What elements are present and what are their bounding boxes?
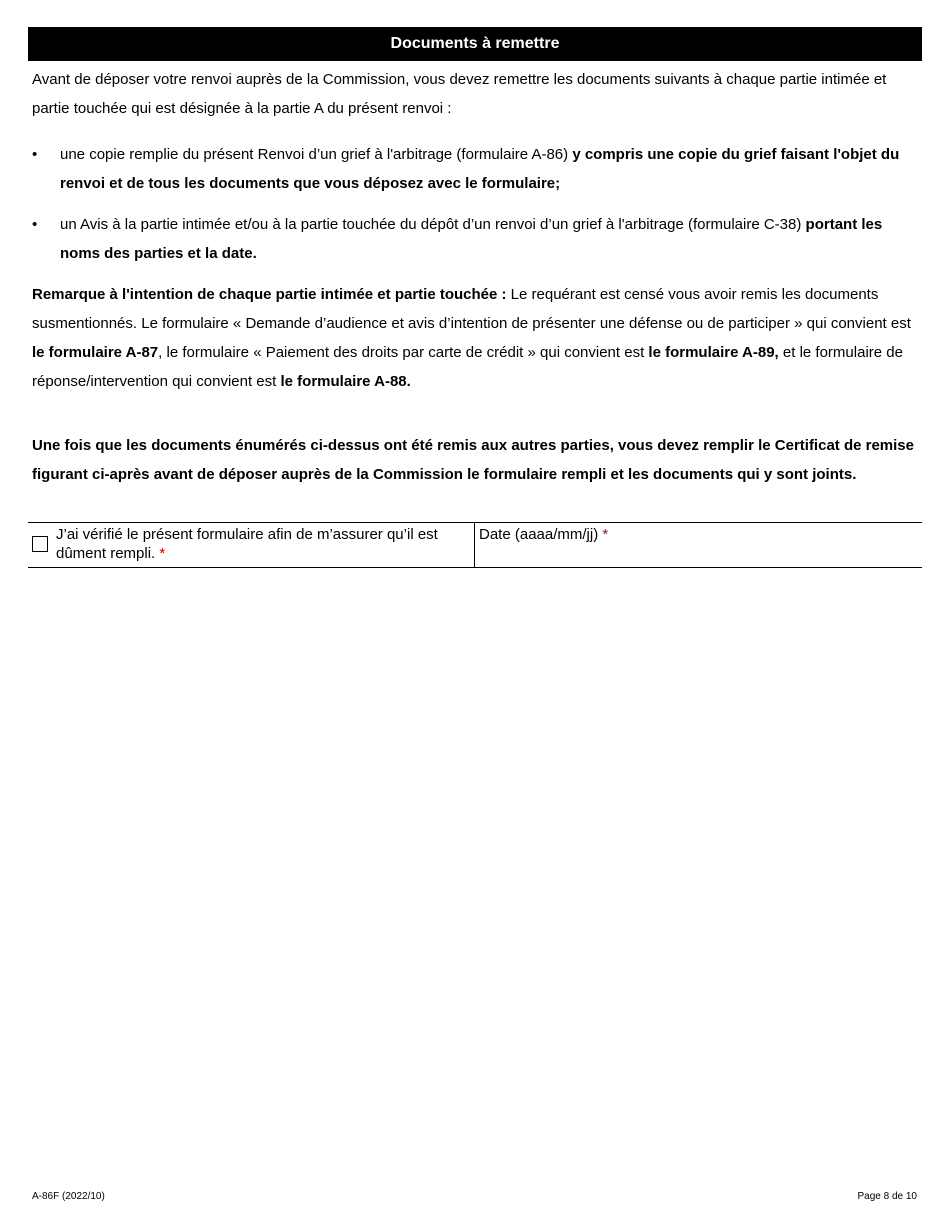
remark-form-a88: le formulaire A-88. <box>280 373 411 390</box>
bullet-marker: • <box>32 146 38 163</box>
verified-checkbox[interactable] <box>32 536 48 552</box>
final-instruction: Une fois que les documents énumérés ci-dessus ont été remis aux autres parties, vous devez remplir le Certificat de remise figurant ci-après avant de déposer auprès de la Commission le formulaire rempli et les documents qui y sont joints. <box>32 437 914 483</box>
list-item <box>28 210 922 268</box>
page <box>28 27 922 568</box>
bullet-text-bold: portant les noms des parties et la date. <box>60 216 883 262</box>
list-item <box>28 140 922 198</box>
bullet-text-normal: une copie remplie du présent Renvoi d’un grief à l'arbitrage (formulaire A-86) <box>60 146 573 163</box>
bullet-text <box>60 210 918 268</box>
section-header: Documents à remettre <box>28 27 922 61</box>
required-marker: * <box>159 545 166 562</box>
verification-row <box>28 522 922 568</box>
remark-text: et le formulaire de réponse/intervention qui convient est <box>32 344 903 390</box>
form-code: A-86F (2022/10) <box>32 1191 105 1202</box>
verification-cell <box>28 523 475 567</box>
date-input[interactable] <box>479 544 683 563</box>
verified-checkbox-label <box>56 525 474 563</box>
date-label: Date (aaaa/mm/jj) <box>479 526 599 543</box>
bullet-marker: • <box>32 216 38 233</box>
remark-text: Le requérant est censé vous avoir remis les documents susmentionnés. Le formulaire « Demande d’audience et avis d’intention de présenter une défense ou de participer » qui convient est <box>32 286 911 332</box>
date-cell[interactable] <box>475 523 922 567</box>
checkbox-label-text: J’ai vérifié le présent formulaire afin de m’assurer qu’il est dûment rempli. <box>56 526 438 562</box>
page-number: Page 8 de 10 <box>857 1191 917 1202</box>
remark-lead: Remarque à l'intention de chaque partie intimée et partie touchée : <box>32 286 507 303</box>
bullet-text <box>60 140 918 198</box>
remark-text: , le formulaire « Paiement des droits par carte de crédit » qui convient est <box>158 344 649 361</box>
bullet-text-normal: un Avis à la partie intimée et/ou à la partie touchée du dépôt d’un renvoi d’un grief à l'arbitrage (formulaire C-38) <box>60 216 806 233</box>
required-marker: * <box>602 526 609 543</box>
remark-form-a87: le formulaire A-87 <box>32 344 159 361</box>
remark-form-a89: le formulaire A-89, <box>648 344 779 361</box>
remark-paragraph <box>28 280 922 396</box>
bullet-text-bold: y compris une copie du grief faisant l'objet du renvoi et de tous les documents que vous déposez avec le formulaire; <box>60 146 900 192</box>
intro-paragraph: Avant de déposer votre renvoi auprès de la Commission, vous devez remettre les documents suivants à chaque partie intimée et partie touchée qui est désignée à la partie A du présent renvoi : <box>32 71 887 117</box>
